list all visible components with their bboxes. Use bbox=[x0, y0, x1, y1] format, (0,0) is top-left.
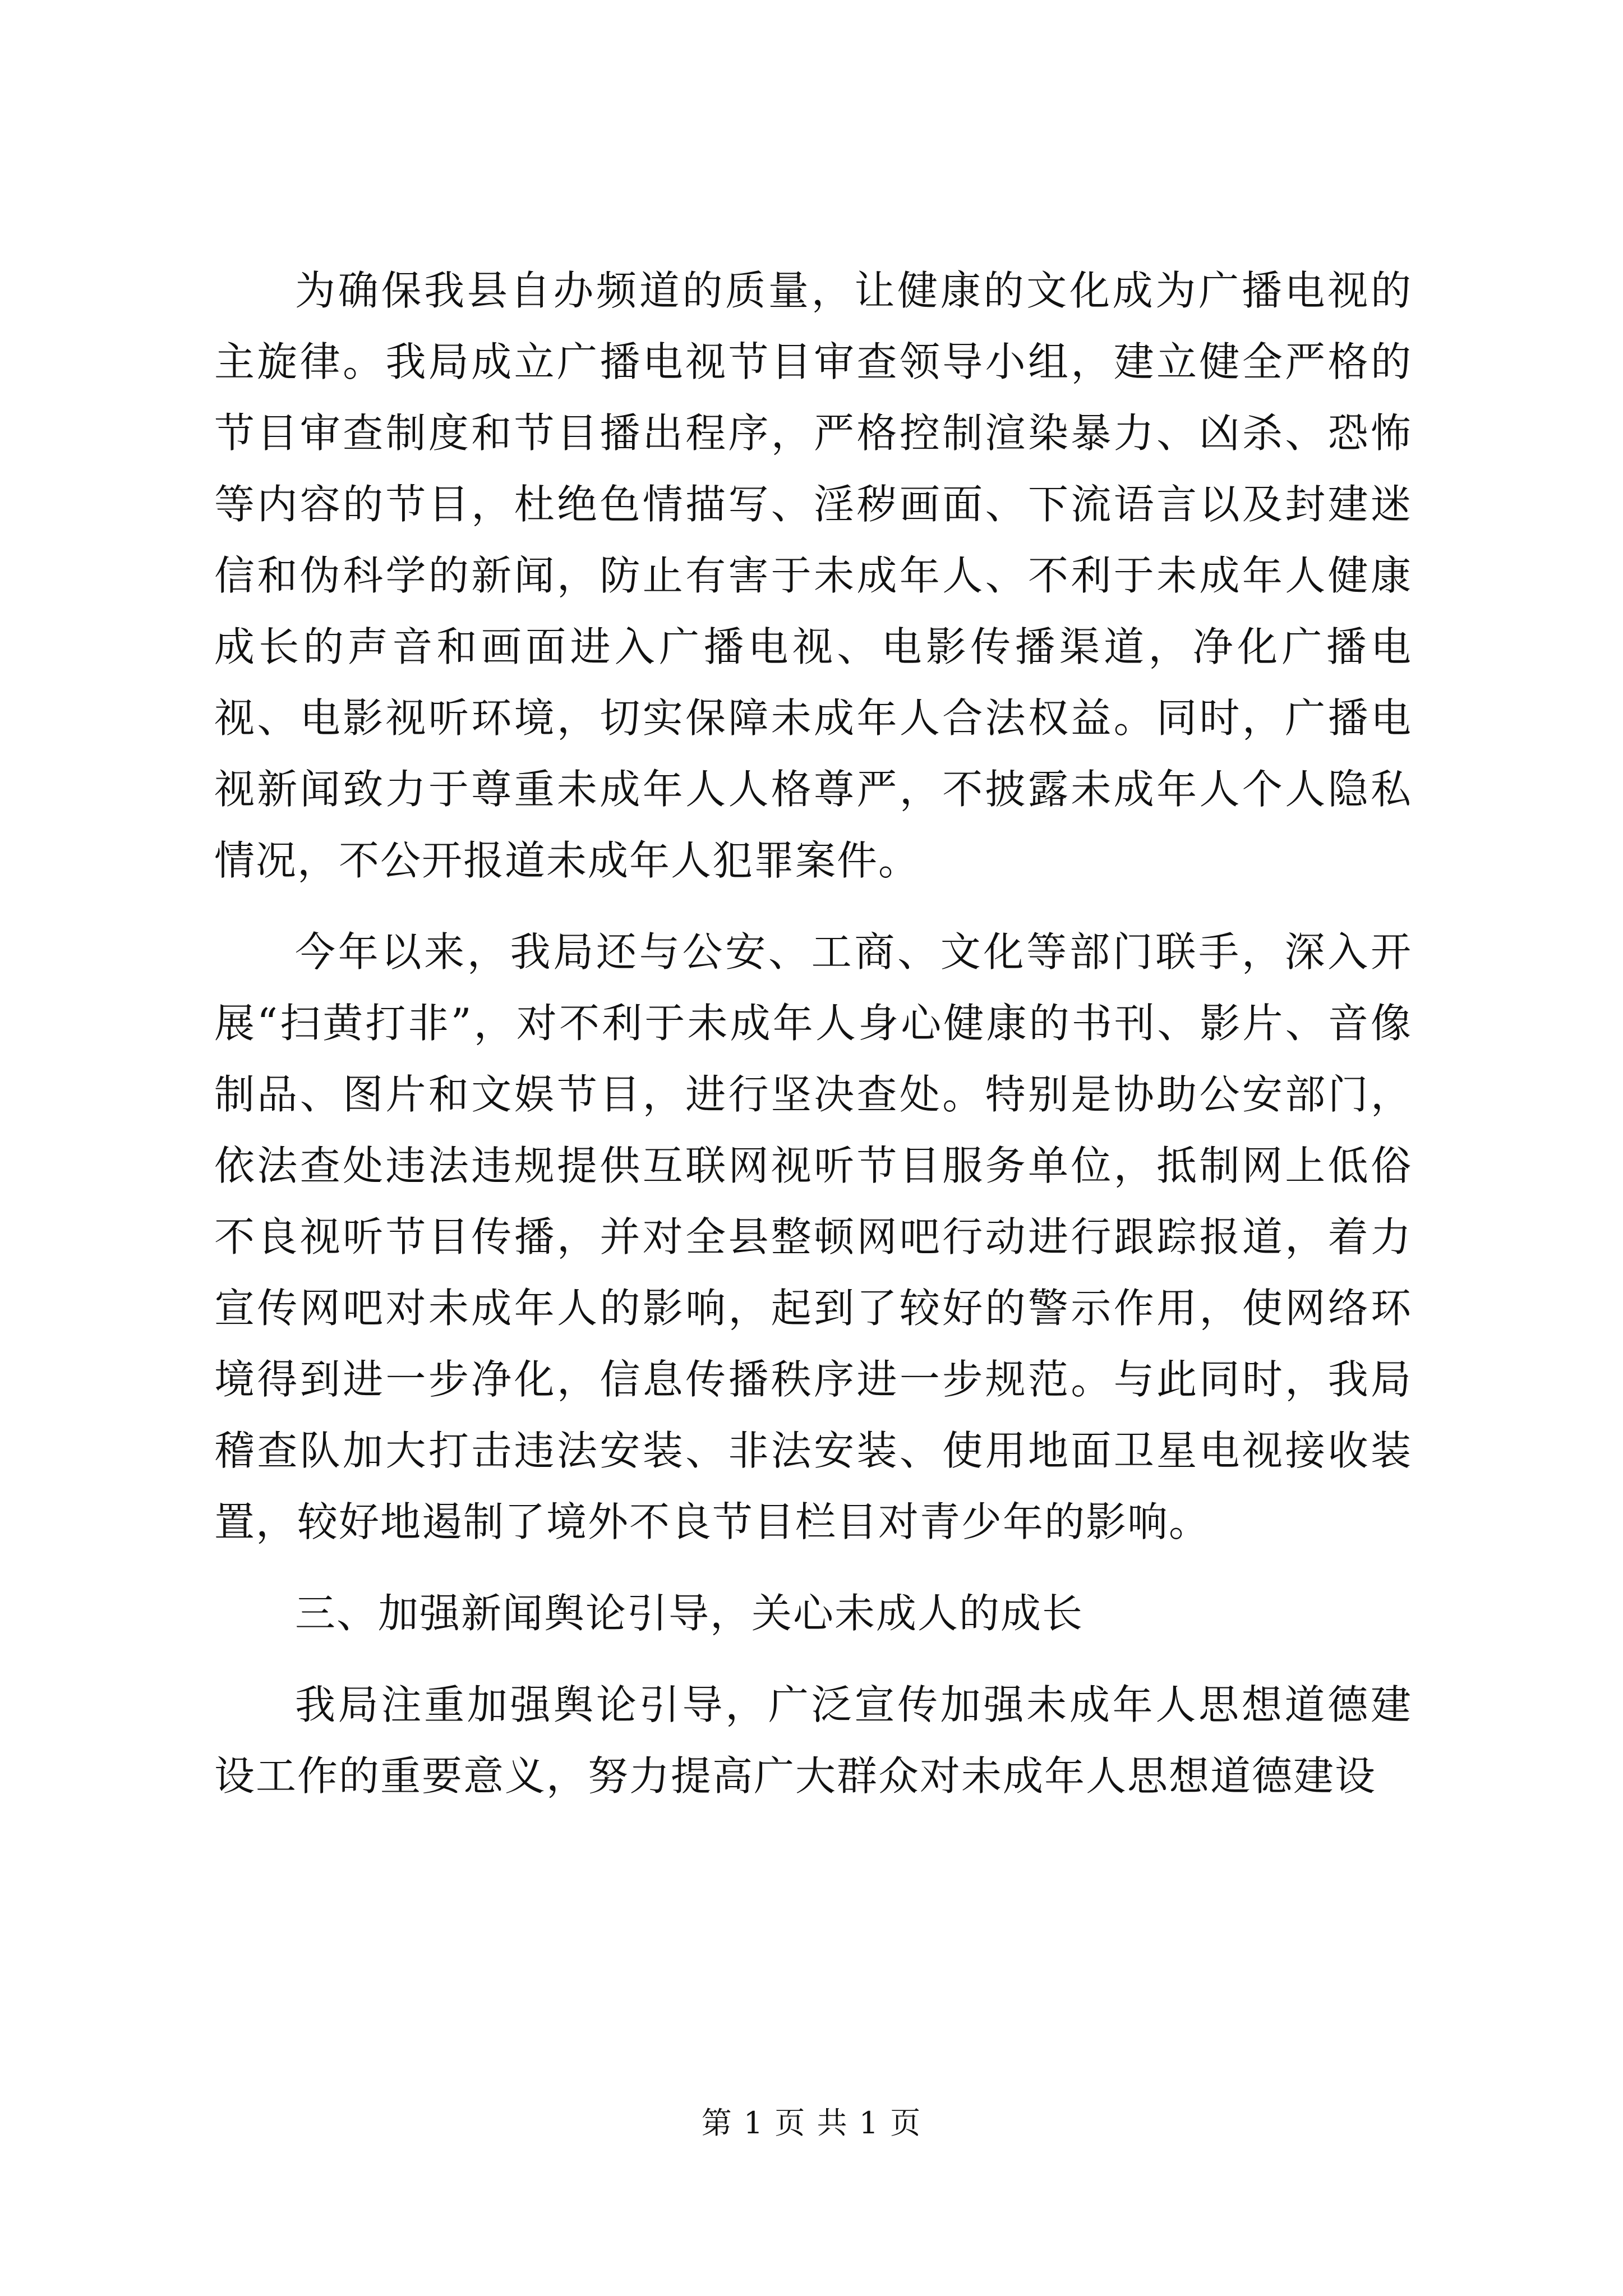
paragraph-content-review: 为确保我县自办频道的质量，让健康的文化成为广播电视的主旋律。我局成立广播电视节目审查领导小组，建立健全严格的节目审查制度和节目播出程序，严格控制渲染暴力、凶杀、恐怖等内容的节目，杜绝色情描写、淫秽画面、下流语言以及封建迷信和伪科学的新闻，防止有害于未成年人、不利于未成年人健康成长的声音和画面进入广播电视、电影传播渠道，净化广播电视、电影视听环境，切实保障未成年人合法权益。同时，广播电视新闻致力于尊重未成年人人格尊严，不披露未成年人个人隐私情况，不公开报道未成年人犯罪案件。 bbox=[214, 267, 1412, 884]
page-footer: 第 1 页 共 1 页 bbox=[701, 2105, 922, 2141]
paragraph-guidance: 我局注重加强舆论引导，广泛宣传加强未成年人思想道德建设工作的重要意义，努力提高广大群众对未成年人思想道德建设 bbox=[214, 1681, 1412, 1800]
document-body bbox=[214, 255, 1412, 1832]
paragraph-crackdown: 今年以来，我局还与公安、工商、文化等部门联手，深入开展“扫黄打非”，对不利于未成年人身心健康的书刊、影片、音像制品、图片和文娱节目，进行坚决查处。特别是协助公安部门，依法查处违法违规提供互联网视听节目服务单位，抵制网上低俗不良视听节目传播，并对全县整顿网吧行动进行跟踪报道，着力宣传网吧对未成年人的影响，起到了较好的警示作用，使网络环境得到进一步净化，信息传播秩序进一步规范。与此同时，我局稽查队加大打击违法安装、非法安装、使用地面卫星电视接收装置，较好地遏制了境外不良节目栏目对青少年的影响。 bbox=[214, 928, 1412, 1545]
section-heading: 三、加强新闻舆论引导，关心未成人的成长 bbox=[295, 1590, 1084, 1637]
